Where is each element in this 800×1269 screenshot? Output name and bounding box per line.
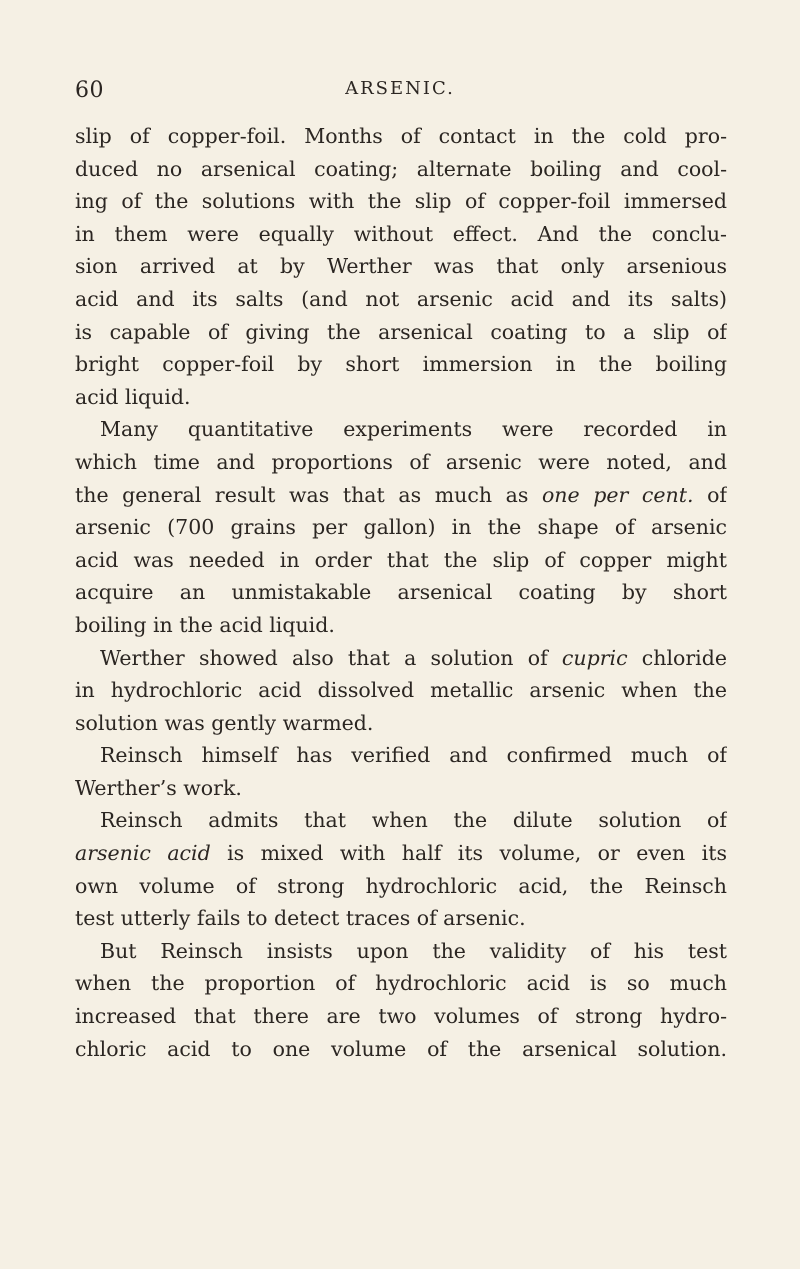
text-line: increased that there are two volumes of strong hydro- xyxy=(75,1004,727,1029)
text-line: which time and proportions of arsenic were noted, and xyxy=(75,449,727,474)
text-line: chloric acid to one volume of the arsenical solution. xyxy=(75,1036,727,1061)
italic-phrase: one per cent. xyxy=(541,482,694,507)
text-line: solution was gently warmed. xyxy=(75,710,374,735)
text-line: acid was needed in order that the slip of copper might xyxy=(75,547,727,572)
text-line: own volume of strong hydrochloric acid, the Reinsch xyxy=(75,873,727,898)
page-number: 60 xyxy=(75,78,104,103)
text-line: boiling in the acid liquid. xyxy=(75,612,335,637)
text-line: Reinsch admits that when the dilute solution of xyxy=(100,808,727,833)
text-line: acid and its salts (and not arsenic acid and its salts) xyxy=(75,286,727,311)
text-line: ing of the solutions with the slip of copper-foil immersed xyxy=(75,189,727,214)
text-line: Werther showed also that a solution of cupric chloride xyxy=(100,645,727,670)
text-line: But Reinsch insists upon the validity of his test xyxy=(100,938,727,963)
text-line: bright copper-foil by short immersion in the boiling xyxy=(75,352,727,377)
text-line: sion arrived at by Werther was that only arsenious xyxy=(75,254,727,279)
body-text xyxy=(75,120,727,1065)
text-line: acid liquid. xyxy=(75,384,191,409)
text-line: duced no arsenical coating; alternate boiling and cool- xyxy=(75,156,727,181)
text-line: in hydrochloric acid dissolved metallic arsenic when the xyxy=(75,678,727,703)
italic-phrase: cupric xyxy=(561,645,628,670)
text-line: in them were equally without effect. And the conclu- xyxy=(75,221,727,246)
text-line: Reinsch himself has verified and confirmed much of xyxy=(100,743,727,768)
text-line: slip of copper-foil. Months of contact in the cold pro- xyxy=(75,124,727,148)
italic-phrase: arsenic acid xyxy=(75,841,211,866)
text-line: the general result was that as much as one per cent. of xyxy=(75,482,727,507)
text-line: when the proportion of hydrochloric acid is so much xyxy=(75,971,727,996)
running-title: ARSENIC. xyxy=(345,78,455,99)
text-line: Werther’s work. xyxy=(75,775,242,800)
text-line: acquire an unmistakable arsenical coating by short xyxy=(75,580,727,605)
text-line: is capable of giving the arsenical coating to a slip of xyxy=(75,319,727,344)
text-line: arsenic acid is mixed with half its volume, or even its xyxy=(75,841,727,866)
text-line: Many quantitative experiments were recorded in xyxy=(100,417,727,442)
text-line: test utterly fails to detect traces of arsenic. xyxy=(75,906,526,931)
text-line: arsenic (700 grains per gallon) in the shape of arsenic xyxy=(75,515,727,540)
